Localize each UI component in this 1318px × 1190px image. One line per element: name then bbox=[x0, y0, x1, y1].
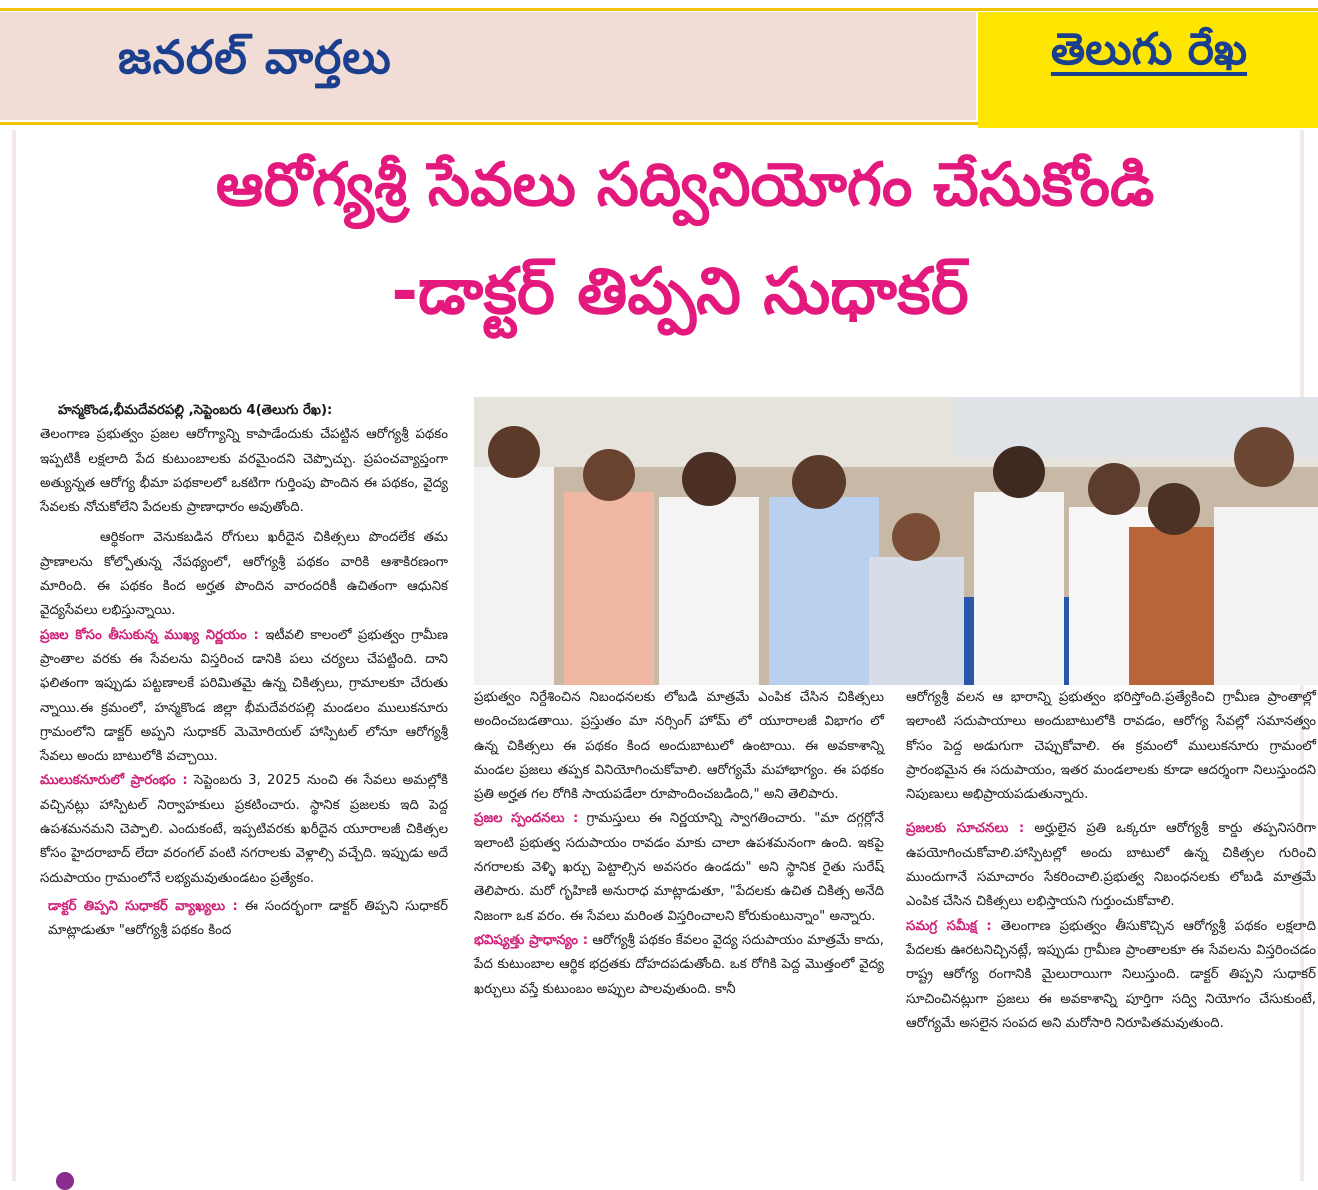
subhead-future-importance: భవిష్యత్తు ప్రాధాన్యం : bbox=[474, 932, 589, 948]
subhead-mulukanur-start: ములుకనూరులో ప్రారంభం : bbox=[40, 773, 188, 789]
subhead-doctor-comments: డాక్టర్ తిప్పని సుధాకర్ వ్యాఖ్యలు : bbox=[48, 898, 238, 914]
article-paragraph: గ్రామస్తులు ఈ నిర్ణయాన్ని స్వాగతించారు. "మా దగ్గర్లోనే ఇలాంటి ప్రభుత్వ సదుపాయం రావడం మాకు చాలా ఉపశమనంగా ఉంది. ఇకపై నగరాలకు వెళ్ళి ఖర్చు పెట్టాల్సిన అవసరం ఉండదు" అని స్థానిక రైతు సురేష్ తెలిపారు. మరో గృహిణి అనురాధ మాట్లాడుతూ, "పేదలకు ఉచిత చికిత్స అనేది నిజంగా ఒక వరం. ఈ సేవలు మరింత విస్తరించాలని కోరుకుంటున్నాం" అన్నారు. bbox=[474, 811, 885, 924]
article-paragraph: తెలంగాణ ప్రభుత్వం తీసుకొచ్చిన ఆరోగ్యశ్రీ పథకం లక్షలాది పేదలకు ఊరటనిచ్చినట్లే, ఇప్పుడు గ్రామీణ ప్రాంతాలకూ ఈ సేవలను విస్తరించడం రాష్ట్ర ఆరోగ్య రంగానికి మైలురాయిగా నిలుస్తుంది. డాక్టర్ తిప్పని సుధాకర్ సూచించినట్లుగా ప్రజలు ఈ అవకాశాన్ని పూర్తిగా సద్వి నియోగం చేసుకుంటే, ఆరోగ్యమే అసలైన సంపద అని మరోసారి నిరూపితమవుతుంది. bbox=[906, 918, 1316, 1031]
article-paragraph: తెలంగాణ ప్రభుత్వం ప్రజల ఆరోగ్యాన్ని కాపాడేందుకు చేపట్టిన ఆరోగ్యశ్రీ పథకం ఇప్పటికీ లక్షలాది పేద కుటుంబాలకు వరమైందని చెప్పొచ్చు. ప్రపంచవ్యాప్తంగా అత్యున్నత ఆరోగ్య భీమా పథకాలలో ఒకటిగా గుర్తింపు పొందిన ఈ పథకం, వైద్య సేవలకు నోచుకోలేని పేదలకు ప్రాణాధారం అవుతోంది. bbox=[40, 427, 448, 516]
group-photo-illustration bbox=[474, 397, 1318, 685]
brand-logo-text: తెలుగు రేఖ bbox=[1050, 24, 1248, 75]
subhead-public-suggestions: ప్రజలకు సూచనలు : bbox=[906, 821, 1025, 837]
article-column-3 bbox=[906, 686, 1316, 1036]
masthead-rule-top bbox=[0, 8, 1318, 11]
article-dateline: హన్మకొండ,భీమదేవరపల్లి ,సెప్టెంబరు 4(తెలుగు రేఖ): bbox=[58, 403, 333, 418]
article-paragraph: ప్రభుత్వం నిర్దేశించిన నిబంధనలకు లోబడి మాత్రమే ఎంపిక చేసిన చికిత్సలు అందించబడతాయి. ప్రస్తుతం మా నర్సింగ్ హోమ్ లో యూరాలజీ విభాగం లో ఉన్న చికిత్సలు ఈ పథకం కింద అందుబాటులో ఉంటాయి. ఈ అవకాశాన్ని మండల ప్రజలు తప్పక వినియోగించుకోవాలి. ఆరోగ్యమే మహాభాగ్యం. ఈ పథకం ప్రతి అర్హత గల రోగికి సాయపడేలా రూపొందించబడింది," అని తెలిపారు. bbox=[474, 690, 884, 803]
page-border-left bbox=[12, 130, 16, 1181]
subhead-public-decision: ప్రజల కోసం తీసుకున్న ముఖ్య నిర్ణయం : bbox=[40, 627, 259, 643]
article-paragraph: ఆర్థికంగా వెనుకబడిన రోగులు ఖరీదైన చికిత్సలు పొందలేక తమ ప్రాణాలను కోల్పోతున్న నేపథ్యంలో, ఆరోగ్యశ్రీ పథకం వారికి ఆశాకిరణంగా మారింది. ఈ పథకం కింద అర్హత పొందిన వారందరికీ ఉచితంగా ఆధునిక వైద్యసేవలు లభిస్తున్నాయి. bbox=[40, 530, 448, 619]
article-paragraph: ఇటీవలి కాలంలో ప్రభుత్వం గ్రామీణ ప్రాంతాల వరకు ఈ సేవలను విస్తరించ డానికి పలు చర్యలు చేపట్టింది. దాని ఫలితంగా ఇప్పుడు పట్టణాలకే పరిమితమై ఉన్న చికిత్సలు, గ్రామాలకూ చేరుతు న్నాయి.ఈ క్రమంలో, హన్మకొండ జిల్లా భీమదేవరపల్లి మండలం ములుకనూరు గ్రామంలోని డాక్టర్ అప్పని సుధాకర్ మెమోరియల్ హాస్పిటల్ లోనూ ఆరోగ్యశ్రీ సేవలు అందు బాటులోకి వచ్చాయి. bbox=[40, 627, 449, 765]
headline-main: ఆరోగ్యశ్రీ సేవలు సద్వినియోగం చేసుకోండి bbox=[215, 150, 1155, 220]
article-photo bbox=[474, 397, 1318, 685]
section-title: జనరల్ వార్తలు bbox=[118, 30, 392, 84]
article-column-2 bbox=[474, 686, 884, 1002]
article-paragraph: ఆరోగ్యశ్రీ వలన ఆ భారాన్ని ప్రభుత్వం భరిస్తోంది.ప్రత్యేకించి గ్రామీణ ప్రాంతాల్లో ఇలాంటి సదుపాయాలు అందుబాటులోకి రావడం, ఆరోగ్య సేవల్లో సమానత్వం కోసం పెద్ద అడుగుగా చెప్పుకోవాలి. ఈ క్రమంలో ములుకనూరు గ్రామంలో ప్రారంభమైన ఈ సదుపాయం, ఇతర మండలాలకు కూడా ఆదర్శంగా నిలుస్తుందని నిపుణులు అభిప్రాయపడుతున్నారు. bbox=[906, 690, 1316, 803]
article-paragraph: సెప్టెంబరు 3, 2025 నుంచి ఈ సేవలు అమల్లోకి వచ్చినట్లు హాస్పిటల్ నిర్వాహకులు ప్రకటించారు. స్థానిక ప్రజలకు ఇది పెద్ద ఉపశమనమని చెప్పాలి. ఎందుకంటే, ఇప్పటివరకు ఖరీదైన యూరాలజీ చికిత్సల కోసం హైదరాబాద్ లేదా వరంగల్ వంటి నగరాలకు వెళ్లాల్సి వచ్చేది. ఇప్పుడు అదే సదుపాయం గ్రామంలోనే లభ్యమవుతుండటం ప్రత్యేకం. bbox=[40, 773, 448, 886]
article-paragraph: అర్హులైన ప్రతి ఒక్కరూ ఆరోగ్యశ్రీ కార్డు తప్పనిసరిగా ఉపయోగించుకోవాలి.హాస్పిటల్లో అందు బాటులో ఉన్న చికిత్సల గురించి ముందుగానే సమాచారం సేకరించాలి.ప్రభుత్వ నిబంధనలకు లోబడి మాత్రమే ఎంపిక చేసిన చికిత్సలు లభిస్తాయని గుర్తుంచుకోవాలి. bbox=[906, 821, 1316, 910]
article-paragraph: ఈ సందర్భంగా డాక్టర్ తిప్పని సుధాకర్ మాట్లాడుతూ "ఆరోగ్యశ్రీ పథకం కింద bbox=[48, 898, 448, 939]
article-paragraph: ఆరోగ్యశ్రీ పథకం కేవలం వైద్య సదుపాయం మాత్రమే కాదు, పేద కుటుంబాల ఆర్థిక భద్రతకు దోహదపడుతోంది. ఒక రోగికి పెద్ద మొత్తంలో వైద్య ఖర్చులు వస్తే కుటుంబం అప్పుల పాలవుతుంది. కానీ bbox=[474, 932, 884, 997]
article-column-1 bbox=[40, 399, 448, 944]
subhead-overall-review: సమగ్ర సమీక్ష : bbox=[906, 918, 992, 934]
next-article-marker bbox=[56, 1172, 74, 1190]
headline-byline: -డాక్టర్ తిప్పని సుధాకర్ bbox=[391, 255, 969, 329]
subhead-public-response: ప్రజల స్పందనలు : bbox=[474, 811, 579, 827]
